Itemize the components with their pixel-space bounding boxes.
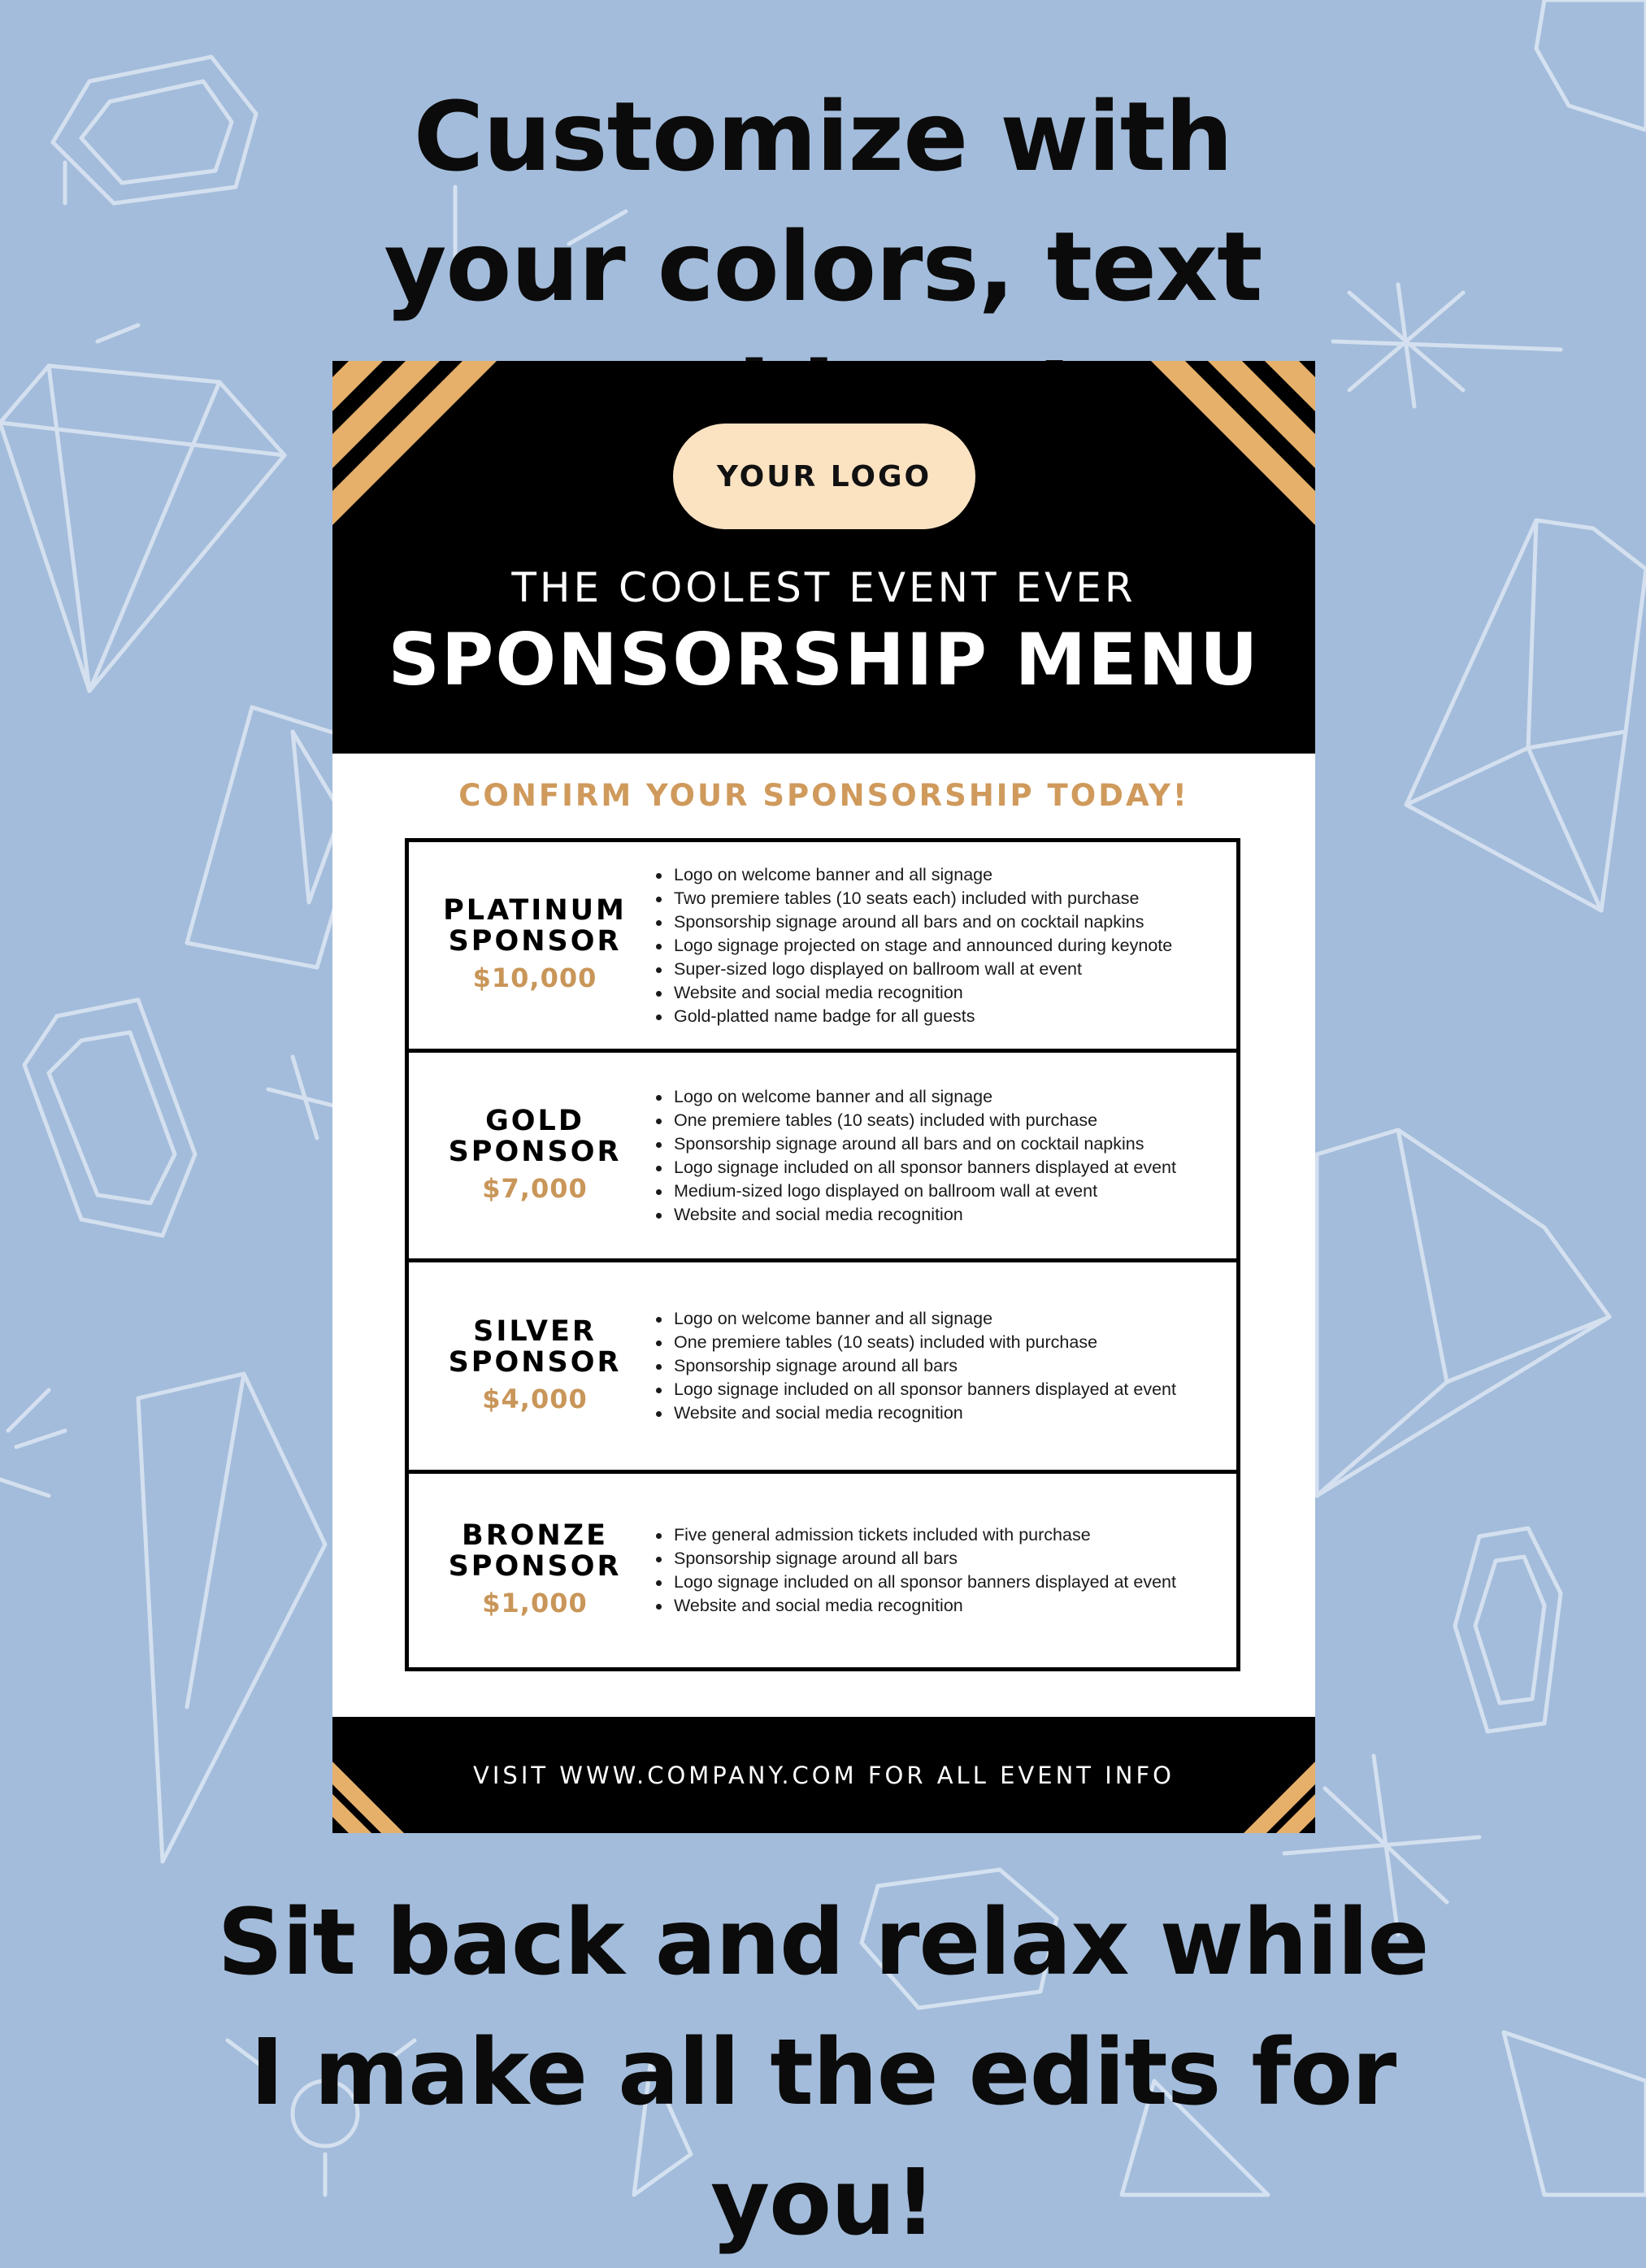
benefit-list <box>653 1307 1176 1425</box>
benefit-item: Logo signage included on all sponsor banners displayed at event <box>653 1378 1176 1401</box>
tier-price: $7,000 <box>482 1172 588 1204</box>
tier-label <box>409 842 661 1049</box>
benefit-item: Sponsorship signage around all bars and on cocktail napkins <box>653 1132 1176 1156</box>
tier-silver <box>409 1262 1236 1474</box>
headline-top-text: Customize with your colors, text <box>384 80 1262 323</box>
tier-benefits <box>653 1053 1230 1258</box>
benefit-item: One premiere tables (10 seats) included with purchase <box>653 1109 1176 1132</box>
tier-name-line1: GOLD <box>485 1104 584 1137</box>
tier-benefits <box>653 1474 1230 1667</box>
tier-label <box>409 1262 661 1470</box>
benefit-list <box>653 1085 1176 1227</box>
headline-bottom-text: Sit back and relax while I make all the edits for you! <box>217 1890 1429 2256</box>
flyer-title: SPONSORSHIP MENU <box>388 618 1260 702</box>
tier-name-line2: SPONSOR <box>448 1345 622 1379</box>
tier-benefits <box>653 842 1230 1049</box>
tier-benefits <box>653 1262 1230 1470</box>
tier-price: $4,000 <box>482 1383 588 1414</box>
tier-label <box>409 1474 661 1667</box>
benefit-item: Super-sized logo displayed on ballroom wall at event <box>653 958 1172 981</box>
benefit-item: Sponsorship signage around all bars <box>653 1354 1176 1378</box>
benefit-item: Website and social media recognition <box>653 1203 1176 1227</box>
tier-platinum <box>409 842 1236 1053</box>
flyer-header <box>332 361 1315 754</box>
benefit-item: Website and social media recognition <box>653 981 1172 1005</box>
benefit-item: Logo signage included on all sponsor banners displayed at event <box>653 1571 1176 1594</box>
benefit-item: Logo signage included on all sponsor banners displayed at event <box>653 1156 1176 1180</box>
sponsorship-flyer <box>332 361 1315 1833</box>
headline-bottom <box>0 1878 1646 2268</box>
benefit-item: Logo signage projected on stage and announced during keynote <box>653 934 1172 958</box>
benefit-item: Gold-platted name badge for all guests <box>653 1005 1172 1028</box>
tier-bronze <box>409 1474 1236 1667</box>
gold-stripes-top-left <box>332 361 528 556</box>
tier-name-line2: SPONSOR <box>448 1135 622 1168</box>
benefit-item: Five general admission tickets included with purchase <box>653 1523 1176 1547</box>
benefit-item: Logo on welcome banner and all signage <box>653 863 1172 887</box>
tier-label <box>409 1053 661 1258</box>
logo-label: YOUR LOGO <box>716 459 932 493</box>
tier-price: $1,000 <box>482 1588 588 1618</box>
benefit-item: Website and social media recognition <box>653 1594 1176 1618</box>
confirm-callout: CONFIRM YOUR SPONSORSHIP TODAY! <box>458 778 1189 813</box>
benefit-item: Website and social media recognition <box>653 1401 1176 1425</box>
benefit-item: Sponsorship signage around all bars and on cocktail napkins <box>653 910 1172 934</box>
tier-name-line1: BRONZE <box>462 1519 608 1552</box>
benefit-list <box>653 1523 1176 1618</box>
sponsor-tier-table <box>405 838 1240 1671</box>
tier-name-line1: SILVER <box>473 1314 597 1348</box>
tier-name-line2: SPONSOR <box>448 925 622 958</box>
tier-price: $10,000 <box>472 962 597 993</box>
flyer-footer <box>332 1717 1315 1833</box>
tier-name-line2: SPONSOR <box>448 1550 622 1583</box>
gold-stripes-top-right <box>1120 361 1315 556</box>
benefit-item: One premiere tables (10 seats) included with purchase <box>653 1331 1176 1354</box>
benefit-item: Logo on welcome banner and all signage <box>653 1085 1176 1109</box>
event-name: THE COOLEST EVENT EVER <box>511 564 1136 611</box>
footer-website-text: VISIT WWW.COMPANY.COM FOR ALL EVENT INFO <box>473 1761 1175 1789</box>
benefit-item: Logo on welcome banner and all signage <box>653 1307 1176 1331</box>
benefit-item: Two premiere tables (10 seats each) included with purchase <box>653 887 1172 910</box>
tier-gold <box>409 1053 1236 1262</box>
benefit-list <box>653 863 1172 1028</box>
tier-name-line1: PLATINUM <box>443 894 627 927</box>
benefit-item: Sponsorship signage around all bars <box>653 1547 1176 1571</box>
benefit-item: Medium-sized logo displayed on ballroom wall at event <box>653 1180 1176 1203</box>
logo-placeholder <box>673 424 975 529</box>
